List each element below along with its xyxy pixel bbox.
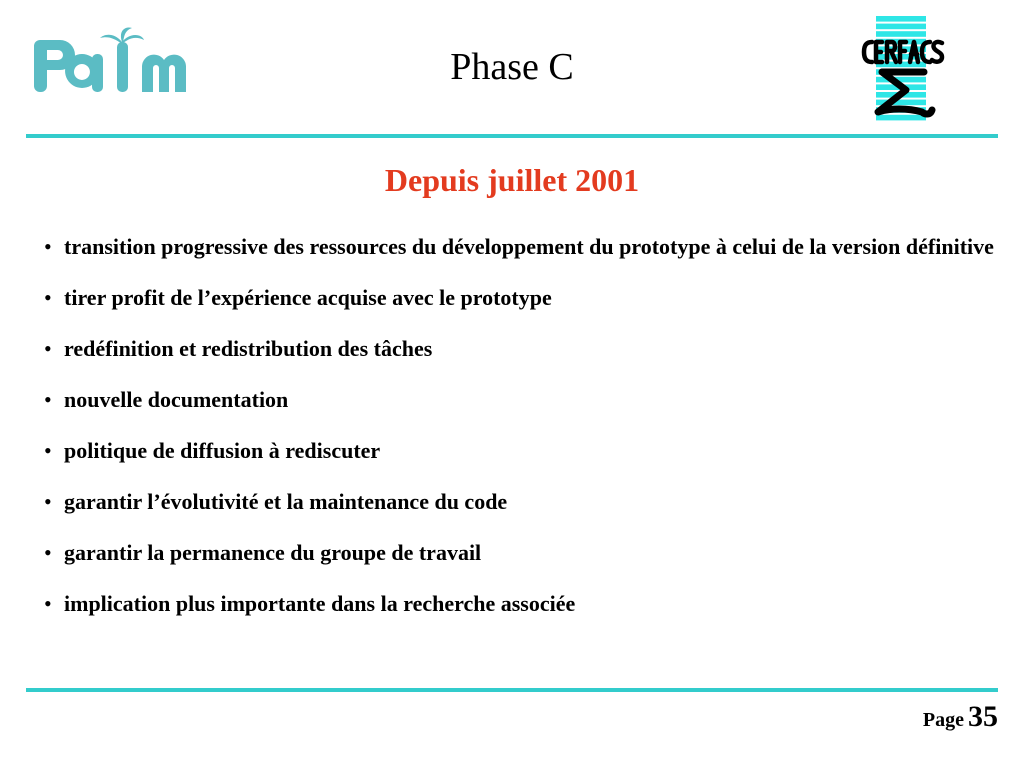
list-item	[44, 281, 1004, 314]
page-number-value: 35	[968, 700, 998, 733]
palm-logo-icon	[30, 26, 210, 100]
list-item	[44, 434, 1004, 467]
bullet-icon: •	[44, 438, 52, 463]
section-subtitle: Depuis juillet 2001	[384, 162, 640, 198]
list-item-text: redéfinition et redistribution des tâches	[64, 336, 433, 361]
bullet-icon: •	[44, 387, 52, 412]
cerfacs-logo-icon	[860, 16, 946, 122]
list-item	[44, 230, 1004, 263]
list-item-text: tirer profit de l’expérience acquise avec le prototype	[64, 285, 552, 310]
bullet-icon: •	[44, 489, 52, 514]
bullet-icon: •	[44, 591, 52, 616]
page-label: Page	[922, 709, 964, 731]
bullet-icon: •	[44, 234, 52, 259]
footer-divider	[26, 688, 998, 692]
list-item	[44, 332, 1004, 365]
list-item-text: transition progressive des ressources du développement du prototype à celui de la version définitive	[64, 234, 994, 259]
list-item-text: implication plus importante dans la recherche associée	[64, 591, 576, 616]
bullet-list	[44, 230, 1004, 638]
list-item-text: politique de diffusion à rediscuter	[64, 438, 381, 463]
list-item	[44, 383, 1004, 416]
list-item	[44, 587, 1004, 620]
bullet-icon: •	[44, 540, 52, 565]
list-item	[44, 485, 1004, 518]
list-item-text: garantir l’évolutivité et la maintenance du code	[64, 489, 508, 514]
header-divider	[26, 134, 998, 138]
list-item	[44, 536, 1004, 569]
bullet-icon: •	[44, 285, 52, 310]
page-title: Phase C	[450, 46, 574, 88]
bullet-icon: •	[44, 336, 52, 361]
page-number	[923, 700, 998, 734]
list-item-text: nouvelle documentation	[64, 387, 289, 412]
list-item-text: garantir la permanence du groupe de travail	[64, 540, 482, 565]
